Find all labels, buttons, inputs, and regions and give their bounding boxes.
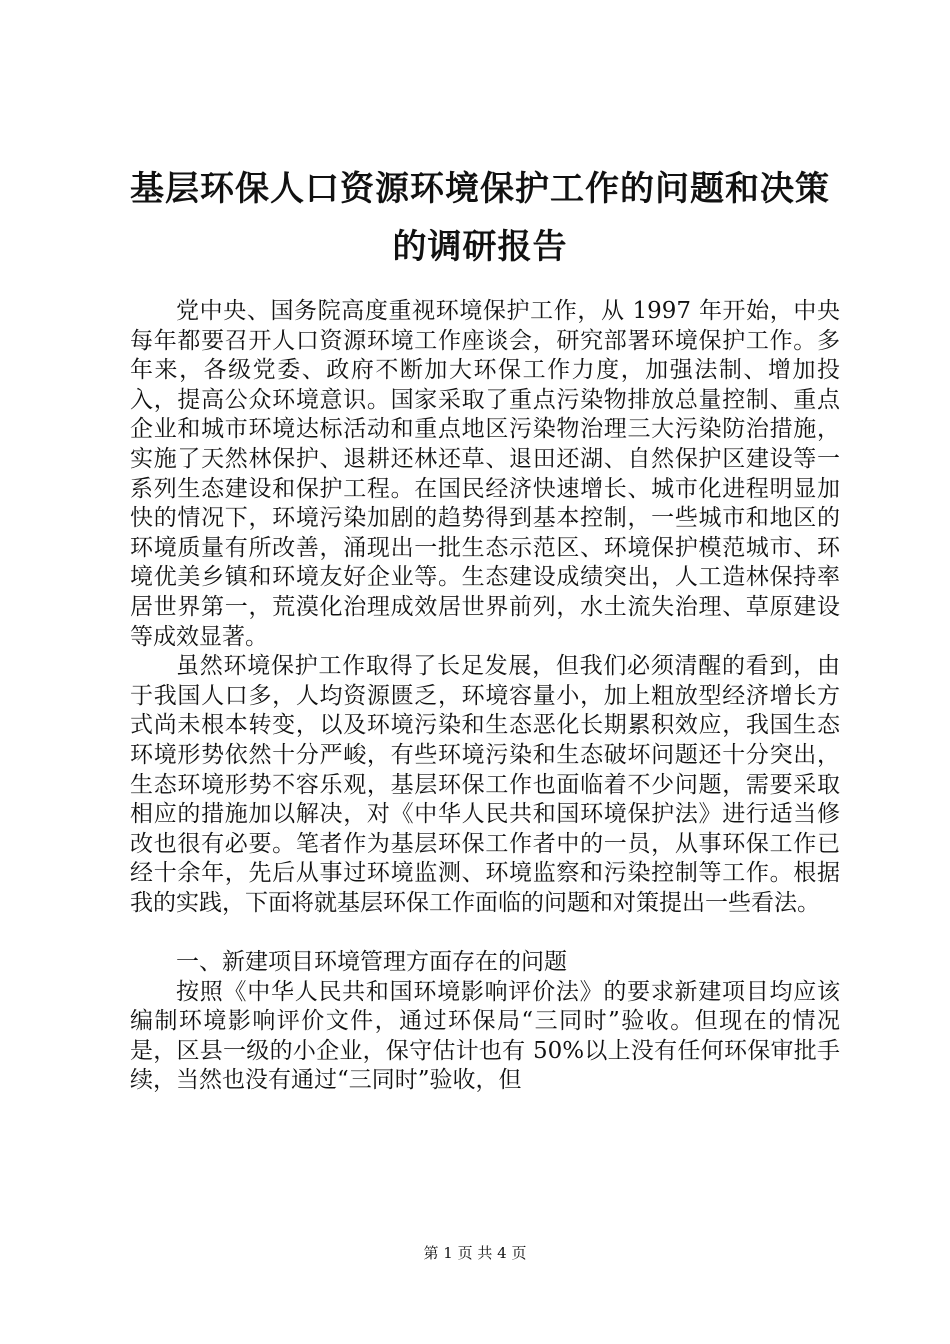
document-title xyxy=(110,160,850,276)
page-footer: 第 1 页 共 4 页 xyxy=(423,1244,527,1262)
title-line-1: 基层环保人口资源环境保护工作的问题和决策 xyxy=(130,169,830,209)
title-line-2: 的调研报告 xyxy=(392,227,568,267)
section-heading: 一、新建项目环境管理方面存在的问题 xyxy=(176,949,567,976)
paragraph-2: 虽然环境保护工作取得了长足发展，但我们必须清醒的看到，由于我国人口多，人均资源匮乏，环境容量小，加上粗放型经济增长方式尚未根本转变，以及环境污染和生态恶化长期累积效应，我国生态环境形势依然十分严峻，有些环境污染和生态破坏问题还十分突出，生态环境形势不容乐观，基层环保工作也面临着不少问题，需要采取相应的措施加以解决，对《中华人民共和国环境保护法》进行适当修改也很有必要。笔者作为基层环保工作者中的一员，从事环保工作已经十余年，先后从事过环境监测、环境监察和污染控制等工作。根据我的实践，下面将就基层环保工作面临的问题和对策提出一些看法。 xyxy=(130,653,840,916)
section-paragraph: 按照《中华人民共和国环境影响评价法》的要求新建项目均应该编制环境影响评价文件，通过环保局“三同时”验收。但现在的情况是，区县一级的小企业，保守估计也有 50%以上没有任何环保审批手续，当然也没有通过“三同时”验收，但 xyxy=(130,978,840,1094)
paragraph-1: 党中央、国务院高度重视环境保护工作，从 1997 年开始，中央每年都要召开人口资源环境工作座谈会，研究部署环境保护工作。多年来，各级党委、政府不断加大环保工作力度，加强法制、增加投入，提高公众环境意识。国家采取了重点污染物排放总量控制、重点企业和城市环境达标活动和重点地区污染物治理三大污染防治措施，实施了天然林保护、退耕还林还草、退田还湖、自然保护区建设等一系列生态建设和保护工程。在国民经济快速增长、城市化进程明显加快的情况下，环境污染加剧的趋势得到基本控制，一些城市和地区的环境质量有所改善，涌现出一批生态示范区、环境保护模范城市、环境优美乡镇和环境友好企业等。生态建设成绩突出，人工造林保持率居世界第一，荒漠化治理成效居世界前列，水土流失治理、草原建设等成效显著。 xyxy=(130,298,840,650)
document-body xyxy=(130,297,840,1096)
